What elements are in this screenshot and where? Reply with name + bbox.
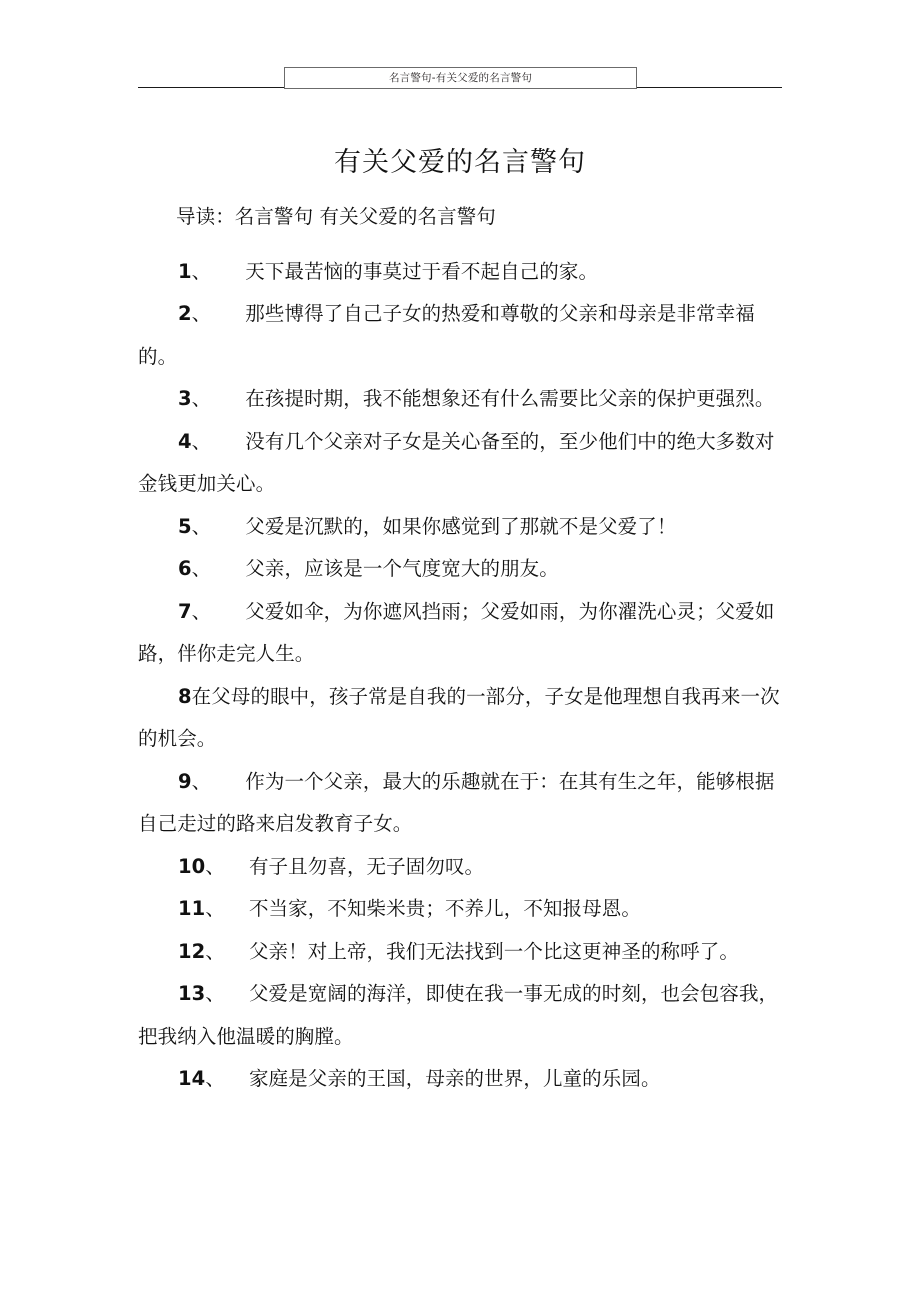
quote-number-separator: 、	[191, 514, 212, 538]
quote-item	[0, 293, 782, 378]
quote-number: 2	[178, 302, 192, 325]
quote-text: 有子且勿喜，无子固勿叹。	[248, 854, 485, 878]
header-breadcrumb-text: 名言警句-有关父爱的名言警句	[388, 72, 533, 84]
quote-number: 7	[178, 599, 192, 623]
page-title: 有关父爱的名言警句	[334, 147, 586, 179]
quote-number-separator: 、	[205, 982, 225, 1005]
quote-item	[0, 378, 782, 421]
quote-item	[0, 931, 782, 974]
quote-item	[0, 421, 782, 506]
quote-number-separator: 、	[205, 897, 225, 920]
quote-number: 9	[178, 769, 192, 793]
quote-item	[0, 761, 782, 846]
quote-number-separator: 、	[191, 259, 212, 283]
quote-number: 3	[178, 387, 192, 410]
quote-number: 4	[178, 429, 192, 453]
quote-item	[0, 888, 782, 931]
quote-number: 10	[178, 854, 206, 878]
quote-number-separator: 、	[191, 429, 212, 453]
quote-item	[0, 973, 782, 1058]
quote-number-separator: 、	[191, 387, 212, 410]
quote-text: 天下最苦恼的事莫过于看不起自己的家。	[245, 259, 599, 283]
quote-number: 13	[178, 982, 206, 1005]
quote-text: 那些博得了自己子女的热爱和尊敬的父亲和母亲是非常幸福的。	[138, 302, 755, 368]
document-body	[0, 196, 920, 1101]
quote-text: 作为一个父亲，最大的乐趣就在于：在其有生之年，能够根据自己走过的路来启发教育子女。	[138, 769, 775, 835]
quote-text: 在孩提时期，我不能想象还有什么需要比父亲的保护更强烈。	[245, 387, 775, 410]
quote-item	[0, 676, 782, 761]
quote-text: 父亲，应该是一个气度宽大的朋友。	[245, 557, 559, 580]
quote-number-separator: 、	[205, 854, 225, 878]
quote-text: 父亲！对上帝，我们无法找到一个比这更神圣的称呼了。	[248, 939, 739, 963]
quote-text: 父爱如伞，为你遮风挡雨；父爱如雨，为你濯洗心灵；父爱如路，伴你走完人生。	[138, 599, 775, 665]
quote-item	[0, 548, 782, 591]
quote-number-separator: 、	[205, 939, 225, 963]
quote-number-separator: 、	[191, 302, 212, 325]
quote-number-separator: 、	[191, 599, 212, 623]
quote-number: 5	[178, 514, 192, 538]
quote-number-separator: 、	[205, 1067, 225, 1090]
quote-text: 在父母的眼中，孩子常是自我的一部分，子女是他理想自我再来一次的机会。	[138, 684, 780, 750]
quote-text: 不当家，不知柴米贵；不养儿，不知报母恩。	[248, 897, 641, 920]
quote-number: 14	[178, 1067, 206, 1090]
quote-item	[0, 591, 782, 676]
quote-number-separator: 、	[191, 557, 212, 580]
quote-text: 家庭是父亲的王国，母亲的世界，儿童的乐园。	[248, 1067, 661, 1090]
quote-item	[0, 506, 782, 549]
quote-text: 父爱是宽阔的海洋，即使在我一事无成的时刻，也会包容我，把我纳入他温暖的胸膛。	[138, 982, 779, 1048]
quote-number: 6	[178, 557, 192, 580]
lead-paragraph: 导读：名言警句 有关父爱的名言警句	[176, 205, 496, 228]
quote-number: 12	[178, 939, 206, 963]
quote-number: 1	[178, 259, 192, 283]
page-header	[0, 0, 920, 100]
quote-list	[0, 251, 920, 1101]
quote-number-separator: 、	[191, 769, 212, 793]
quote-item	[0, 1058, 782, 1101]
quote-text: 父爱是沉默的，如果你感觉到了那就不是父爱了！	[245, 514, 677, 538]
quote-item	[0, 846, 782, 889]
quote-number: 11	[178, 897, 206, 920]
quote-text: 没有几个父亲对子女是关心备至的，至少他们中的绝大多数对金钱更加关心。	[138, 429, 775, 495]
quote-item	[0, 251, 782, 294]
quote-number: 8	[178, 684, 192, 708]
